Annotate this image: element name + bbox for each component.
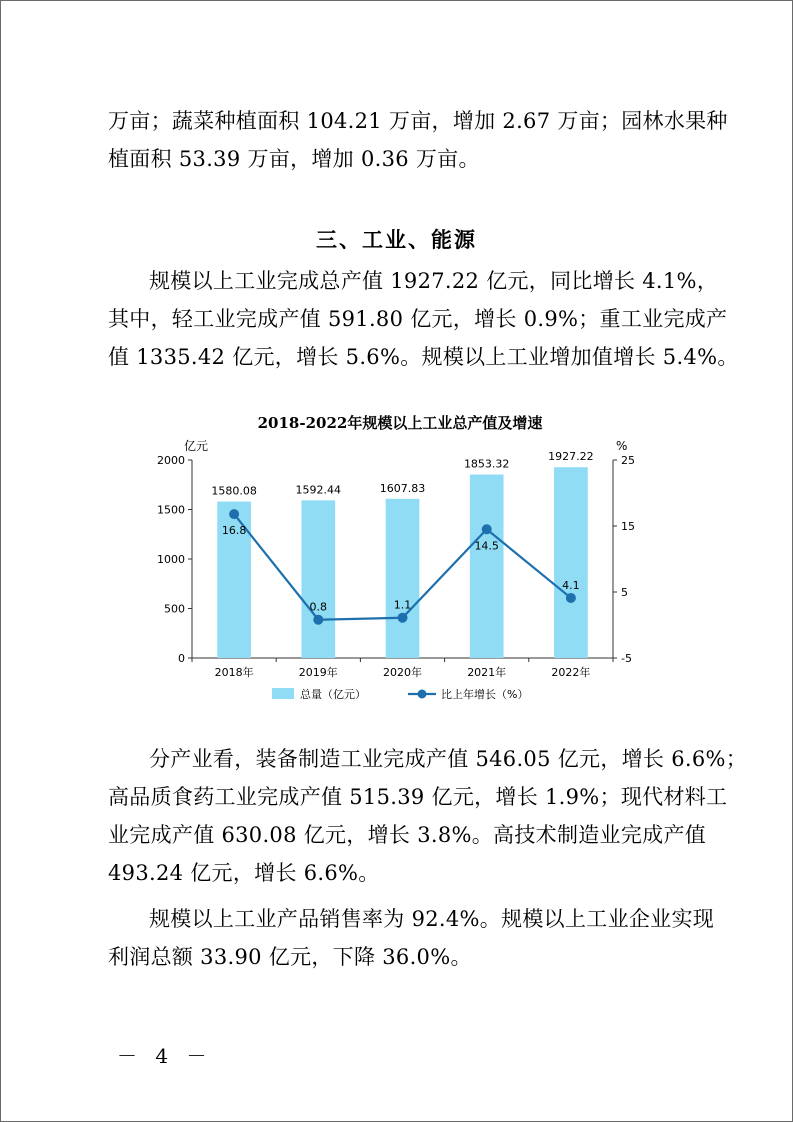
- section-heading: 三、工业、能源: [316, 227, 477, 252]
- bar: [554, 467, 588, 658]
- page-number: － 4 －: [117, 1044, 213, 1068]
- growth-point: [229, 509, 239, 519]
- legend-marker-line: [418, 690, 427, 699]
- text-line: 规模以上工业产品销售率为 92.4%。规模以上工业企业实现: [149, 907, 715, 931]
- x-tick-label: 2019年: [298, 666, 338, 679]
- text-line: 值 1335.42 亿元，增长 5.6%。规模以上工业增加值增长 5.4%。: [108, 345, 739, 369]
- growth-point: [482, 524, 492, 534]
- text-line: 其中，轻工业完成产值 591.80 亿元，增长 0.9%；重工业完成产: [108, 307, 728, 331]
- text-line: 万亩；蔬菜种植面积 104.21 万亩，增加 2.67 万亩；园林水果种: [108, 109, 728, 133]
- legend-label-bar: 总量（亿元）: [300, 688, 366, 701]
- x-tick-label: 2022年: [551, 666, 591, 679]
- left-tick-label: 2000: [157, 454, 185, 467]
- right-tick-label: -5: [621, 652, 632, 665]
- right-tick-label: 25: [621, 454, 635, 467]
- industry-output-chart: [140, 408, 660, 720]
- growth-point: [566, 593, 576, 603]
- x-tick-label: 2021年: [467, 666, 507, 679]
- paragraph-by-industry: [108, 740, 747, 892]
- growth-value-label: 4.1: [562, 578, 580, 592]
- growth-value-label: 1.1: [393, 598, 412, 612]
- growth-value-label: 0.8: [309, 600, 328, 614]
- chart-title: 2018-2022年规模以上工业总产值及增速: [257, 414, 543, 432]
- bar-value-label: 1592.44: [295, 483, 342, 497]
- bar-value-label: 1580.08: [211, 484, 257, 498]
- growth-point: [313, 615, 323, 625]
- bar: [386, 499, 420, 658]
- paragraph-industry-output: [108, 262, 739, 376]
- legend-swatch-bar: [272, 688, 294, 699]
- bar: [301, 500, 335, 658]
- legend-label-line: 比上年增长（%）: [441, 688, 529, 701]
- right-axis-unit: %: [616, 439, 628, 453]
- left-tick-label: 500: [164, 602, 185, 616]
- right-tick-label: 15: [621, 520, 635, 533]
- text-line: 分产业看，装备制造工业完成产值 546.05 亿元，增长 6.6%；: [149, 747, 748, 771]
- text-line: 493.24 亿元，增长 6.6%。: [108, 861, 380, 885]
- text-line: 植面积 53.39 万亩，增加 0.36 万亩。: [108, 147, 480, 171]
- left-axis-unit: 亿元: [184, 439, 209, 453]
- left-tick-label: 0: [178, 652, 185, 665]
- bar-value-label: 1927.22: [548, 450, 594, 464]
- growth-value-label: 14.5: [474, 539, 499, 553]
- paragraph-agriculture-tail: [108, 102, 728, 178]
- bar-value-label: 1607.83: [379, 481, 426, 495]
- text-line: 规模以上工业完成总产值 1927.22 亿元，同比增长 4.1%，: [149, 269, 719, 293]
- bar: [470, 475, 504, 658]
- text-line: 高品质食药工业完成产值 515.39 亿元，增长 1.9%；现代材料工: [108, 785, 728, 809]
- growth-value-label: 16.8: [221, 524, 247, 538]
- right-tick-label: 5: [621, 586, 628, 599]
- growth-point: [398, 613, 408, 623]
- x-tick-label: 2018年: [214, 666, 254, 679]
- bar-value-label: 1853.32: [463, 457, 510, 471]
- paragraph-sales-profit: [108, 900, 714, 976]
- chart-legend: [272, 687, 528, 701]
- text-line: 利润总额 33.90 亿元，下降 36.0%。: [108, 945, 472, 969]
- x-tick-label: 2020年: [383, 666, 422, 679]
- text-line: 业完成产值 630.08 亿元，增长 3.8%。高技术制造业完成产值: [108, 823, 707, 847]
- left-tick-label: 1000: [157, 553, 185, 566]
- left-tick-label: 1500: [157, 503, 185, 517]
